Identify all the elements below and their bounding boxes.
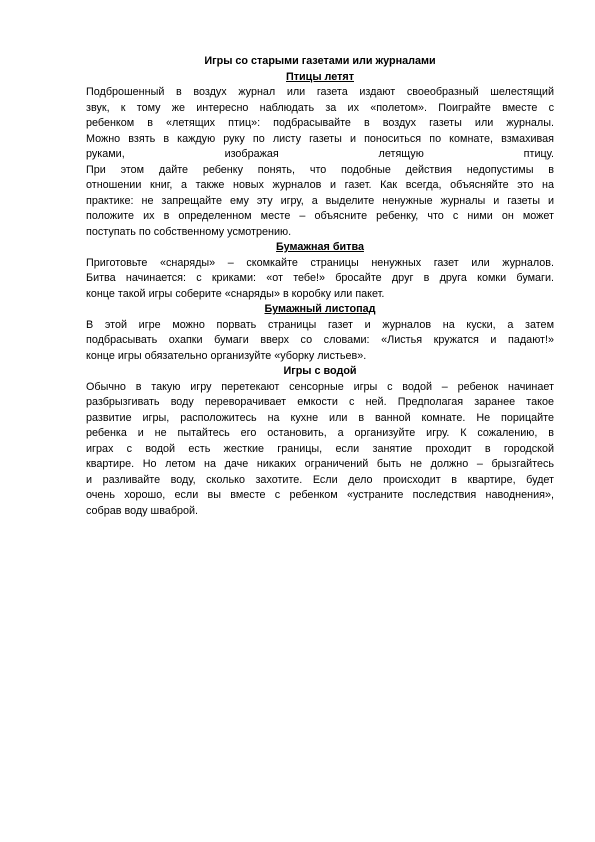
section-text-birds <box>86 85 554 240</box>
section-text-water-games <box>86 380 554 520</box>
text-line: При этом дайте ребенку понять, что подобные действия недопустимы в <box>86 163 554 176</box>
section-heading-water-games: Игры с водой <box>283 365 357 377</box>
text-line: ребенка и не пытайтесь его остановить, а организуйте игру. К сожалению, в <box>86 427 554 439</box>
document-page <box>86 54 554 519</box>
text-line: Обычно в такую игру перетекают сенсорные игры с водой – ребенок начинает <box>86 380 554 393</box>
text-line: очень хорошо, если вы вместе с ребенком «устраните последствия наводнения», <box>86 489 554 501</box>
text-line: играх с водой есть жесткие границы, если занятие проходит в городской <box>86 442 554 455</box>
text-line: развитие игры, расположитесь на кухне или в ванной комнате. Не порицайте <box>86 411 554 424</box>
text-line: подбрасывать охапки бумаги вверх со словами: «Листья кружатся и падают!» <box>86 334 554 346</box>
text-line: положите их в определенном месте – объясните ребенку, что с ними он может <box>86 210 554 222</box>
text-line: Подброшенный в воздух журнал или газета издают своеобразный шелестящий <box>86 86 554 98</box>
text-line: практике: не запрещайте ему эту игру, а выделите ненужные журналы и газеты и <box>86 194 554 207</box>
text-line: поступать по собственному усмотрению. <box>86 225 292 238</box>
text-line: отношении книг, а также новых журналов и газет. Как всегда, объясняйте это на <box>86 179 554 191</box>
text-line: конце такой игры соберите «снаряды» в коробку или пакет. <box>86 287 385 300</box>
text-line: конце игры обязательно организуйте «уборку листьев». <box>86 349 367 362</box>
text-line: и разливайте воду, сколько захотите. Если дело происходит в квартире, будет <box>86 473 554 486</box>
text-line: Можно взять в каждую руку по листу газеты и поноситься по комнате, взмахивая <box>86 132 554 145</box>
text-line: ребенком в «летящих птиц»: подбрасывайте в воздух газеты или журналы. <box>86 117 554 129</box>
section-heading-birds: Птицы летят <box>286 70 354 83</box>
section-heading-paper-battle: Бумажная битва <box>276 241 364 253</box>
document-title: Игры со старыми газетами или журналами <box>204 55 436 67</box>
section-text-paper-battle <box>86 256 554 303</box>
section-heading-leaf-fall: Бумажный листопад <box>264 303 376 315</box>
text-line: В этой игре можно порвать страницы газет и журналов на куски, а затем <box>86 318 554 331</box>
text-line: звук, к тому же интересно наблюдать за их «полетом». Поиграйте вместе с <box>86 101 554 114</box>
text-line: Битва начинается: с криками: «от тебе!» бросайте друг в друга комки бумаги. <box>86 272 554 284</box>
text-line: Приготовьте «снаряды» – скомкайте страницы ненужных газет или журналов. <box>86 256 554 269</box>
text-line: квартире. Но летом на даче никаких ограничений быть не должно – брызгайтесь <box>86 458 554 470</box>
text-line: руками, изображая летящую птицу. <box>86 148 554 160</box>
section-text-leaf-fall <box>86 318 554 365</box>
text-line: собрав воду шваброй. <box>86 504 199 517</box>
text-line: разбрызгивать воду переворачивает емкости с ней. Предполагая заранее такое <box>86 396 554 408</box>
